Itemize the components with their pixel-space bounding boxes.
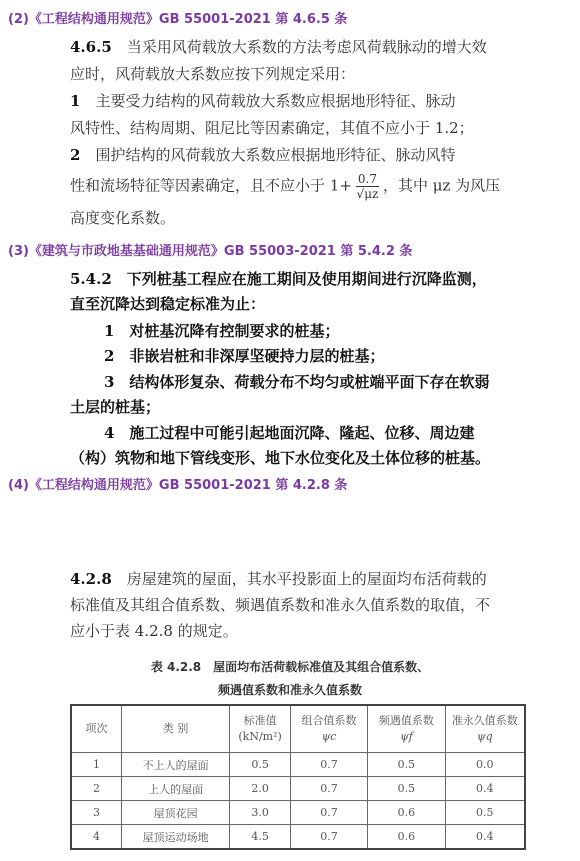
fraction-numerator: 0.7: [357, 172, 377, 186]
list-item: 3 结构体形复杂、荷载分布不均匀或桩端平面下存在软弱: [104, 373, 490, 391]
table-cell: 上人的屋面: [121, 777, 229, 801]
table-cell: 0.4: [445, 777, 525, 801]
paragraph-line: 风特性、结构周期、阻尼比等因素确定，其值不应小于 1.2；: [70, 119, 474, 137]
text: ψc: [321, 730, 337, 743]
table-cell: 屋顶花园: [121, 801, 229, 825]
text: 当采用风荷载放大系数的方法考虑风荷载脉动的增大效: [126, 38, 487, 56]
paragraph-line: [70, 266, 487, 293]
table-cell: 0.7: [290, 801, 367, 825]
section-heading: (2)《工程结构通用规范》GB 55001-2021 第 4.6.5 条: [8, 12, 348, 27]
text: 标准值: [243, 714, 277, 727]
table-subtitle: 频遇值系数和准永久值系数: [217, 683, 362, 697]
table-cell: 4: [71, 825, 121, 850]
item-number: 2: [70, 146, 81, 164]
text: (kN/m²): [238, 730, 282, 743]
text: 准永久值系数: [451, 714, 518, 727]
fraction: [356, 172, 379, 201]
paragraph-line: [70, 142, 455, 169]
table-cell: 4.5: [230, 825, 291, 850]
table-cell: 0.5: [368, 753, 445, 777]
list-item: 4 施工过程中可能引起地面沉降、隆起、位移、周边建: [104, 424, 475, 442]
table-cell: 2.0: [230, 777, 291, 801]
paragraph-line: 应时，风荷载放大系数应按下列规定采用：: [70, 65, 356, 83]
item-number: 1: [70, 92, 81, 110]
table-cell: 0.7: [290, 777, 367, 801]
table-header-row: [71, 705, 525, 753]
table-cell: 0.6: [368, 801, 445, 825]
header-cell: [230, 705, 291, 753]
paragraph-line: [70, 172, 500, 201]
paragraph-line: 应小于表 4.2.8 的规定。: [70, 622, 238, 640]
table-cell: 3: [71, 801, 121, 825]
table-cell: 2: [71, 777, 121, 801]
text: 主要受力结构的风荷载放大系数应根据地形特征、脉动: [95, 92, 456, 110]
paragraph-line: [70, 566, 487, 593]
load-table: [70, 704, 526, 850]
header-cell: 类 别: [121, 705, 229, 753]
section-heading: (4)《工程结构通用规范》GB 55001-2021 第 4.2.8 条: [8, 478, 348, 493]
table-cell: 0.5: [445, 801, 525, 825]
table-cell: 不上人的屋面: [121, 753, 229, 777]
text: 组合值系数: [301, 714, 357, 727]
list-item: 1 对桩基沉降有控制要求的桩基；: [104, 322, 340, 340]
list-item-continuation: （构）筑物和地下管线变形、地下水位变化及土体位移的桩基。: [70, 449, 491, 467]
paragraph-line: 直至沉降达到稳定标准为止：: [70, 295, 266, 313]
text: ψq: [476, 730, 493, 743]
paragraph-line: [70, 34, 487, 61]
text: 围护结构的风荷载放大系数应根据地形特征、脉动风特: [95, 146, 456, 164]
section-heading: (3)《建筑与市政地基基础通用规范》GB 55003-2021 第 5.4.2 条: [8, 244, 413, 259]
table-cell: 0.7: [290, 825, 367, 850]
header-cell: 项次: [71, 705, 121, 753]
table-row: [71, 801, 525, 825]
text: ，其中 μz 为风压: [382, 176, 501, 195]
list-item-continuation: 土层的桩基；: [70, 398, 161, 416]
table-cell: 3.0: [230, 801, 291, 825]
header-cell: [368, 705, 445, 753]
header-cell: [445, 705, 525, 753]
paragraph-line: 标准值及其组合值系数、频遇值系数和准永久值系数的取值，不: [70, 596, 491, 614]
text: 下列桩基工程应在施工期间及使用期间进行沉降监测，: [126, 270, 487, 288]
table-row: [71, 777, 525, 801]
clause-number: 4.2.8: [70, 570, 112, 588]
table-cell: 0.0: [445, 753, 525, 777]
table-cell: 0.5: [230, 753, 291, 777]
fraction-denominator: √μz: [356, 187, 379, 201]
paragraph-line: 高度变化系数。: [70, 209, 176, 227]
list-item: 2 非嵌岩桩和非深厚坚硬持力层的桩基；: [104, 347, 385, 365]
table-cell: 屋顶运动场地: [121, 825, 229, 850]
text: 房屋建筑的屋面，其水平投影面上的屋面均布活荷载的: [126, 570, 487, 588]
clause-number: 4.6.5: [70, 38, 112, 56]
table-cell: 0.5: [368, 777, 445, 801]
clause-number: 5.4.2: [70, 270, 112, 288]
table-title: 表 4.2.8 屋面均布活荷载标准值及其组合值系数、: [150, 660, 430, 674]
text: ψf: [400, 730, 413, 743]
table-cell: 1: [71, 753, 121, 777]
text: 频遇值系数: [378, 714, 434, 727]
table-row: [71, 753, 525, 777]
table-row: [71, 825, 525, 850]
table-cell: 0.6: [368, 825, 445, 850]
table-cell: 0.4: [445, 825, 525, 850]
header-cell: [290, 705, 367, 753]
text: 性和流场特征等因素确定，且不应小于 1+: [70, 176, 352, 195]
paragraph-line: [70, 88, 455, 115]
table-cell: 0.7: [290, 753, 367, 777]
